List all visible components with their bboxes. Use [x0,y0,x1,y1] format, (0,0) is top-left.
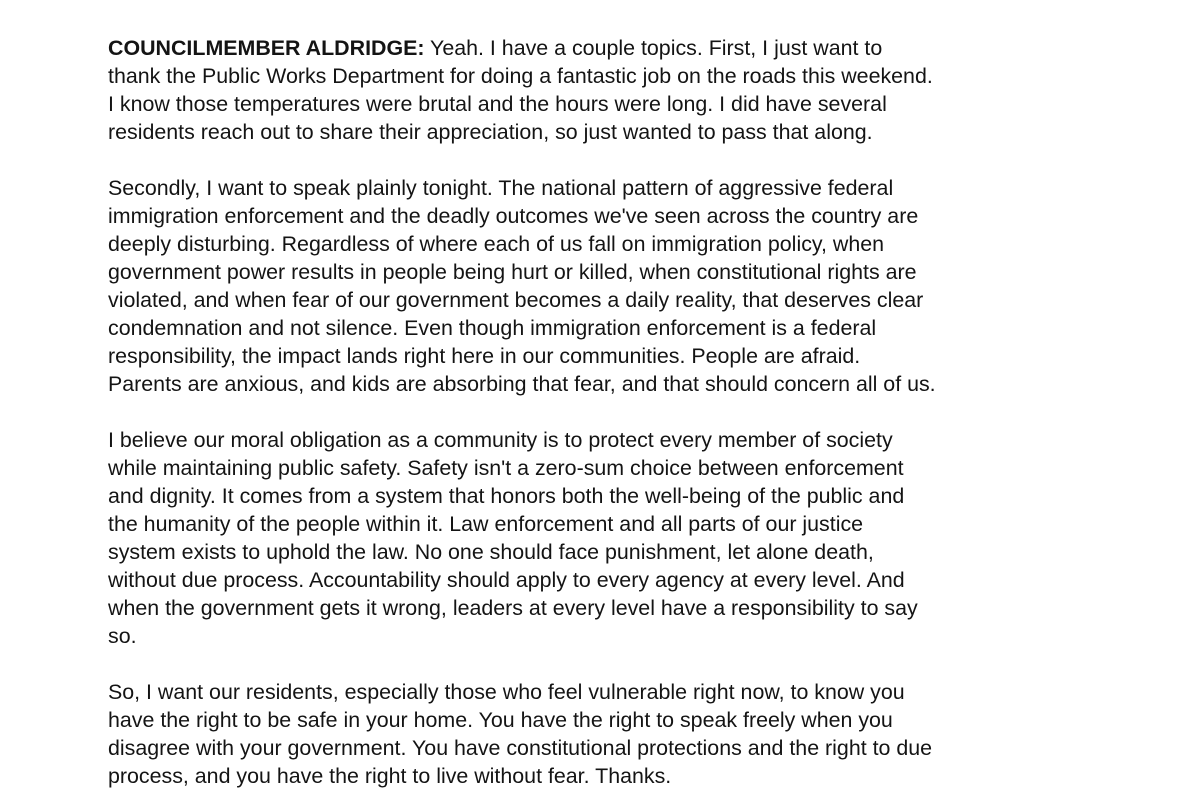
paragraph-1-text: Yeah. I have a couple topics. First, I just want to thank the Public Works Department for doing a fantastic job on the roads this weekend. I know those temperatures were brutal and the hours were long. I did have several residents reach out to share their appreciation, so just wanted to pass that along. [108,36,933,144]
transcript-paragraph-1 [108,34,1068,146]
transcript-paragraph-4: So, I want our residents, especially those who feel vulnerable right now, to know you have the right to be safe in your home. You have the right to speak freely when you disagree with your government. You have constitutional protections and the right to due process, and you have the right to live without fear. Thanks. [108,680,933,788]
speaker-name: COUNCILMEMBER ALDRIDGE: [108,36,425,60]
transcript-paragraph-3: I believe our moral obligation as a community is to protect every member of society while maintaining public safety. Safety isn't a zero-sum choice between enforcement and dignity. It comes from a system that honors both the well-being of the public and the humanity of the people within it. Law enforcement and all parts of our justice system exists to uphold the law. No one should face punishment, let alone death, without due process. Accountability should apply to every agency at every level. And when the government gets it wrong, leaders at every level have a responsibility to say so. [108,428,918,648]
transcript-body [108,34,1068,802]
transcript-paragraph-2: Secondly, I want to speak plainly tonight. The national pattern of aggressive federal immigration enforcement and the deadly outcomes we've seen across the country are deeply disturbing. Regardless of where each of us fall on immigration policy, when government power results in people being hurt or killed, when constitutional rights are violated, and when fear of our government becomes a daily reality, that deserves clear condemnation and not silence. Even though immigration enforcement is a federal responsibility, the impact lands right here in our communities. People are afraid. Parents are anxious, and kids are absorbing that fear, and that should concern all of us. [108,176,936,396]
